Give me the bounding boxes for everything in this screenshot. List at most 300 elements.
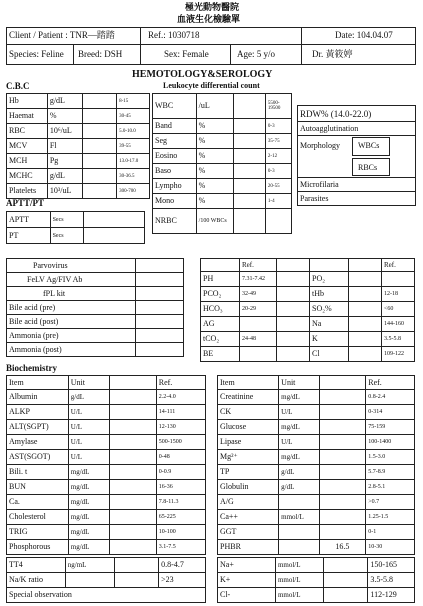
- gas-ref: [240, 347, 277, 362]
- gas-value: [349, 287, 382, 302]
- biochem-value: [319, 405, 366, 420]
- table-row: [7, 343, 184, 357]
- leuko-unit: %: [196, 134, 233, 149]
- leuko-ref: [265, 209, 291, 234]
- aptt-title: APTT/PT: [6, 198, 45, 208]
- biochem-left-table: [6, 375, 206, 555]
- biochem-ref: 12-130: [156, 420, 205, 435]
- aptt-unit: Secs: [50, 212, 84, 228]
- bottom-ref: 150-165: [368, 558, 415, 573]
- biochem-unit: mg/dL: [279, 450, 319, 465]
- table-row: [218, 390, 415, 405]
- gas-value-header: [277, 259, 310, 272]
- biochem-value: [319, 480, 366, 495]
- table-row: [7, 525, 206, 540]
- bottom-ref: 3.5-5.8: [368, 573, 415, 588]
- biochem-item: A/G: [218, 495, 279, 510]
- leuko-name: Seg: [153, 134, 197, 149]
- table-row: [7, 212, 145, 228]
- leuko-ref: 1-4: [265, 194, 291, 209]
- rbcs-label: RBCs: [358, 163, 378, 172]
- table-row: [201, 317, 415, 332]
- leuko-ref: 35-75: [265, 134, 291, 149]
- biochem-item: TP: [218, 465, 279, 480]
- bottom-value: [114, 573, 159, 588]
- biochem-ref: 500-1500: [156, 435, 205, 450]
- bottom-ref: 112-129: [368, 588, 415, 603]
- biochem-item: Ca.: [7, 495, 69, 510]
- biochem-unit: U/L: [68, 420, 109, 435]
- biochem-value: [109, 510, 156, 525]
- biochem-value: 16.5: [319, 540, 366, 555]
- serology-name: fPL kit: [7, 287, 136, 301]
- table-row: [7, 228, 145, 244]
- serology-name: Ammonia (pre): [7, 329, 136, 343]
- aptt-name: PT: [7, 228, 51, 244]
- biochem-ref: 2.2-4.0: [156, 390, 205, 405]
- bottom-value: [324, 573, 368, 588]
- biochem-value: [109, 450, 156, 465]
- cbc-name: MCHC: [7, 169, 48, 184]
- rdw: RDW% (14.0-22.0): [300, 109, 372, 119]
- leuko-unit: /100 WBCs: [196, 209, 233, 234]
- biochem-item: AST(SGOT): [7, 450, 69, 465]
- biochem-ref: 0-48: [156, 450, 205, 465]
- gas-name: Na: [310, 317, 349, 332]
- biochem-right-table: [217, 375, 415, 555]
- doctor: Dr. 黃筱婷: [312, 49, 353, 59]
- table-row: [7, 287, 184, 301]
- table-row: [7, 184, 150, 199]
- biochem-ref-header: Ref.: [366, 376, 415, 390]
- bottom-right-table: [217, 557, 415, 603]
- biochem-ref: 2.8-5.1: [366, 480, 415, 495]
- cbc-unit: Pg: [47, 154, 82, 169]
- leuko-unit: %: [196, 119, 233, 134]
- autoagglutination: Autoagglutination: [300, 124, 359, 133]
- biochem-ref: 10-100: [156, 525, 205, 540]
- serology-value: [136, 343, 184, 357]
- biochem-unit: mg/dL: [68, 465, 109, 480]
- table-row: [7, 94, 150, 109]
- biochem-value: [319, 390, 366, 405]
- leuko-name: Baso: [153, 164, 197, 179]
- leuko-title: Leukocyte differential count: [163, 81, 260, 90]
- biochem-ref: 100-1400: [366, 435, 415, 450]
- cbc-name: Platelets: [7, 184, 48, 199]
- gas-name-header: [201, 259, 240, 272]
- biochem-ref: 65-225: [156, 510, 205, 525]
- biochem-value: [109, 405, 156, 420]
- gas-value2-header: [349, 259, 382, 272]
- gas-name: BE: [201, 347, 240, 362]
- leuko-unit: %: [196, 194, 233, 209]
- table-row: [218, 450, 415, 465]
- biochem-item: Globulin: [218, 480, 279, 495]
- gas-name: PCO₂: [201, 287, 240, 302]
- microfilaria: Microfilaria: [300, 180, 339, 189]
- table-row: [7, 124, 150, 139]
- serology-value: [136, 329, 184, 343]
- table-row: [218, 525, 415, 540]
- gas-name: PO₂: [310, 272, 349, 287]
- leuko-value: [233, 149, 265, 164]
- biochem-ref: 5.7-8.9: [366, 465, 415, 480]
- table-row: [218, 573, 415, 588]
- bottom-item: Na+: [218, 558, 276, 573]
- biochem-item: Ca++: [218, 510, 279, 525]
- gas-ref: 109-122: [382, 347, 415, 362]
- biochem-ref: 0.8-2.4: [366, 390, 415, 405]
- table-row: [153, 179, 292, 194]
- cbc-name: MCV: [7, 139, 48, 154]
- table-row: [7, 329, 184, 343]
- form-title: 血液生化檢驗單: [177, 14, 241, 24]
- gas-name: HCO₃: [201, 302, 240, 317]
- gas-ref: 12-18: [382, 287, 415, 302]
- leuko-value: [233, 209, 265, 234]
- biochem-unit: U/L: [68, 405, 109, 420]
- table-row: [218, 465, 415, 480]
- table-row: [218, 435, 415, 450]
- biochem-value: [319, 435, 366, 450]
- cbc-ref: 30-36.5: [117, 169, 150, 184]
- cbc-ref: 8-15: [117, 94, 150, 109]
- table-row: [7, 588, 206, 603]
- biochem-value: [109, 465, 156, 480]
- gas-name2-header: [310, 259, 349, 272]
- serology-value: [136, 315, 184, 329]
- leuko-ref: 20-55: [265, 179, 291, 194]
- biochem-item: Mg²⁺: [218, 450, 279, 465]
- table-row: [153, 164, 292, 179]
- table-row: [7, 301, 184, 315]
- table-row: [218, 420, 415, 435]
- table-row: [7, 480, 206, 495]
- serology-name: Bile acid (post): [7, 315, 136, 329]
- biochem-value: [109, 540, 156, 555]
- leuko-unit: /uL: [196, 94, 233, 119]
- leuko-value: [233, 94, 265, 119]
- biochem-unit: mg/dL: [68, 525, 109, 540]
- table-row: [218, 588, 415, 603]
- biochem-unit-header: Unit: [279, 376, 319, 390]
- table-row: [7, 495, 206, 510]
- leuko-name: Lympho: [153, 179, 197, 194]
- table-row: [153, 134, 292, 149]
- table-row: [7, 573, 206, 588]
- bottom-value: [324, 558, 368, 573]
- gas-ref: [240, 317, 277, 332]
- bottom-ref: 0.8-4.7: [159, 558, 206, 573]
- cbc-unit: 10⁶/uL: [47, 124, 82, 139]
- serology-value: [136, 301, 184, 315]
- biochem-unit: mg/dL: [279, 390, 319, 405]
- cbc-unit: Fl: [47, 139, 82, 154]
- biochem-item: Amylase: [7, 435, 69, 450]
- gas-value: [277, 332, 310, 347]
- gas-name: SO₂%: [310, 302, 349, 317]
- biochem-unit: mmol/L: [279, 510, 319, 525]
- biochem-value: [109, 495, 156, 510]
- leuko-value: [233, 164, 265, 179]
- table-row: [7, 109, 150, 124]
- biochem-item: Creatinine: [218, 390, 279, 405]
- biochem-ref: >0.7: [366, 495, 415, 510]
- breed: Breed: DSH: [78, 49, 123, 59]
- cbc-title: C.B.C: [6, 81, 30, 91]
- biochem-ref: 16-36: [156, 480, 205, 495]
- cbc-value: [82, 154, 116, 169]
- aptt-value: [84, 212, 145, 228]
- table-row: [153, 149, 292, 164]
- cbc-unit: %: [47, 109, 82, 124]
- biochem-ref: 0-0.9: [156, 465, 205, 480]
- table-row: [7, 315, 184, 329]
- bottom-value: [324, 588, 368, 603]
- table-row: [7, 465, 206, 480]
- gas-ref: 32-49: [240, 287, 277, 302]
- species: Species: Feline: [9, 49, 64, 59]
- gas-value: [277, 302, 310, 317]
- serology-name: Ammonia (post): [7, 343, 136, 357]
- leuko-name: WBC: [153, 94, 197, 119]
- biochem-value: [319, 465, 366, 480]
- gas-name: tHb: [310, 287, 349, 302]
- reference-number: Ref.: 1030718: [148, 30, 200, 40]
- table-row: [7, 169, 150, 184]
- cbc-unit: g/dL: [47, 94, 82, 109]
- report-date: Date: 104.04.07: [335, 30, 393, 40]
- leuko-value: [233, 119, 265, 134]
- biochem-value: [319, 510, 366, 525]
- biochem-ref: 3.1-7.5: [156, 540, 205, 555]
- biochem-value: [109, 435, 156, 450]
- cbc-ref: 5.0-10.0: [117, 124, 150, 139]
- table-row: [7, 273, 184, 287]
- biochem-unit: [279, 525, 319, 540]
- bottom-item: Cl-: [218, 588, 276, 603]
- cbc-value: [82, 94, 116, 109]
- table-row: [7, 376, 206, 390]
- bottom-unit: [65, 573, 114, 588]
- table-row: [7, 540, 206, 555]
- biochem-value: [319, 495, 366, 510]
- table-row: [201, 272, 415, 287]
- bottom-item: K+: [218, 573, 276, 588]
- table-row: [153, 119, 292, 134]
- table-row: [201, 259, 415, 272]
- gas-ref: 24-48: [240, 332, 277, 347]
- cbc-name: Haemat: [7, 109, 48, 124]
- table-row: [218, 495, 415, 510]
- biochem-value: [109, 420, 156, 435]
- gas-ref: 144-160: [382, 317, 415, 332]
- biochem-ref: 75-159: [366, 420, 415, 435]
- cbc-value: [82, 184, 116, 199]
- gas-ref: [382, 272, 415, 287]
- bottom-unit: mmol/L: [275, 588, 323, 603]
- bottom-unit: ng/mL: [65, 558, 114, 573]
- bottom-item: Special observation: [7, 588, 206, 603]
- leuko-name: Mono: [153, 194, 197, 209]
- cbc-unit: g/dL: [47, 169, 82, 184]
- table-row: [218, 480, 415, 495]
- biochem-item: TRIG: [7, 525, 69, 540]
- table-row: [201, 332, 415, 347]
- gas-value: [277, 287, 310, 302]
- leuko-ref: 0-3: [265, 164, 291, 179]
- gas-ref2-header: Ref.: [382, 259, 415, 272]
- gas-value: [349, 302, 382, 317]
- gas-value: [349, 347, 382, 362]
- cbc-unit: 10³/uL: [47, 184, 82, 199]
- biochem-value: [319, 525, 366, 540]
- table-row: [218, 405, 415, 420]
- biochem-ref: 7.8-11.3: [156, 495, 205, 510]
- cbc-value: [82, 124, 116, 139]
- table-row: [7, 154, 150, 169]
- leuko-ref: 0-3: [265, 119, 291, 134]
- biochem-ref: 0-314: [366, 405, 415, 420]
- cbc-ref: 300-700: [117, 184, 150, 199]
- table-row: [218, 510, 415, 525]
- biochem-ref: 0-1: [366, 525, 415, 540]
- table-row: [7, 420, 206, 435]
- table-row: [201, 302, 415, 317]
- gas-ref: 7.31-7.42: [240, 272, 277, 287]
- bottom-ref: >23: [159, 573, 206, 588]
- gas-name: AG: [201, 317, 240, 332]
- biochem-unit: mg/dL: [68, 495, 109, 510]
- cbc-table: [6, 93, 150, 199]
- biochem-item: PHBR: [218, 540, 279, 555]
- table-row: [201, 287, 415, 302]
- cbc-name: MCH: [7, 154, 48, 169]
- biochem-unit: U/L: [68, 435, 109, 450]
- table-row: [7, 405, 206, 420]
- biochem-unit: U/L: [68, 450, 109, 465]
- table-row: [7, 450, 206, 465]
- biochem-item: BUN: [7, 480, 69, 495]
- leuko-ref: 5500-19500: [265, 94, 291, 119]
- gas-value: [349, 332, 382, 347]
- cbc-ref: 30-45: [117, 109, 150, 124]
- bottom-unit: mmol/L: [275, 558, 323, 573]
- biochem-unit-header: Unit: [68, 376, 109, 390]
- aptt-unit: Secs: [50, 228, 84, 244]
- leuko-name: Eosino: [153, 149, 197, 164]
- biochem-unit: U/L: [279, 435, 319, 450]
- section-title: HEMOTOLOGY&SEROLOGY: [132, 69, 273, 80]
- aptt-name: APTT: [7, 212, 51, 228]
- biochem-unit: mg/dL: [68, 540, 109, 555]
- serology-value: [136, 273, 184, 287]
- bottom-unit: mmol/L: [275, 573, 323, 588]
- biochem-title: Biochemistry: [6, 363, 57, 373]
- biochem-unit: g/dL: [279, 480, 319, 495]
- aptt-value: [84, 228, 145, 244]
- leuko-name: NRBC: [153, 209, 197, 234]
- leuko-ref: 2-12: [265, 149, 291, 164]
- biochem-item: Cholesterol: [7, 510, 69, 525]
- bottom-item: Na/K ratio: [7, 573, 66, 588]
- biochem-value: [109, 480, 156, 495]
- biochem-ref: 1.25-1.5: [366, 510, 415, 525]
- gas-ref: 3.5-5.8: [382, 332, 415, 347]
- biochem-ref: 1.5-3.0: [366, 450, 415, 465]
- gas-name: tCO₂: [201, 332, 240, 347]
- serology-table: [6, 258, 184, 357]
- aptt-table: [6, 211, 145, 244]
- biochem-unit: mg/dL: [279, 420, 319, 435]
- biochem-ref: 14-111: [156, 405, 205, 420]
- gas-value: [277, 347, 310, 362]
- biochem-item: CK: [218, 405, 279, 420]
- serology-value: [136, 287, 184, 301]
- biochem-value: [319, 420, 366, 435]
- leuko-value: [233, 194, 265, 209]
- leuko-unit: %: [196, 164, 233, 179]
- sex: Sex: Female: [164, 49, 209, 59]
- cbc-value: [82, 109, 116, 124]
- table-row: [153, 209, 292, 234]
- biochem-value: [109, 525, 156, 540]
- gas-value: [349, 272, 382, 287]
- table-row: [7, 435, 206, 450]
- leuko-table: [152, 93, 292, 234]
- gas-value: [349, 317, 382, 332]
- biochem-unit: g/dL: [68, 390, 109, 405]
- serology-name: FeLV Ag/FIV Ab: [7, 273, 136, 287]
- cbc-name: Hb: [7, 94, 48, 109]
- bottom-left-table: [6, 557, 206, 603]
- gas-ref-header: Ref.: [240, 259, 277, 272]
- cbc-ref: 39-55: [117, 139, 150, 154]
- biochem-unit: [279, 540, 319, 555]
- serology-name: Bile acid (pre): [7, 301, 136, 315]
- biochem-item: Glucose: [218, 420, 279, 435]
- morphology: Morphology: [300, 141, 340, 150]
- cbc-ref: 13.0-17.0: [117, 154, 150, 169]
- biochem-item: Lipase: [218, 435, 279, 450]
- biochem-item: ALT(SGPT): [7, 420, 69, 435]
- age: Age: 5 y/o: [237, 49, 275, 59]
- table-row: [7, 390, 206, 405]
- parasites: Parasites: [300, 194, 329, 203]
- biochem-value-header: [109, 376, 156, 390]
- biochem-item-header: Item: [7, 376, 69, 390]
- client-patient: Client / Patient : TNR—踏踏: [9, 30, 115, 40]
- biochem-item: GGT: [218, 525, 279, 540]
- table-row: [218, 558, 415, 573]
- biochem-ref-header: Ref.: [156, 376, 205, 390]
- table-row: [7, 510, 206, 525]
- biochem-value: [109, 390, 156, 405]
- biochem-item: Bili. t: [7, 465, 69, 480]
- biochem-unit: mg/dL: [68, 480, 109, 495]
- table-row: [153, 194, 292, 209]
- gas-name: Cl: [310, 347, 349, 362]
- table-row: [7, 259, 184, 273]
- biochem-item: Albumin: [7, 390, 69, 405]
- leuko-value: [233, 179, 265, 194]
- biochem-unit: g/dL: [279, 465, 319, 480]
- biochem-item: ALKP: [7, 405, 69, 420]
- table-row: [153, 94, 292, 119]
- gas-name: PH: [201, 272, 240, 287]
- leuko-unit: %: [196, 179, 233, 194]
